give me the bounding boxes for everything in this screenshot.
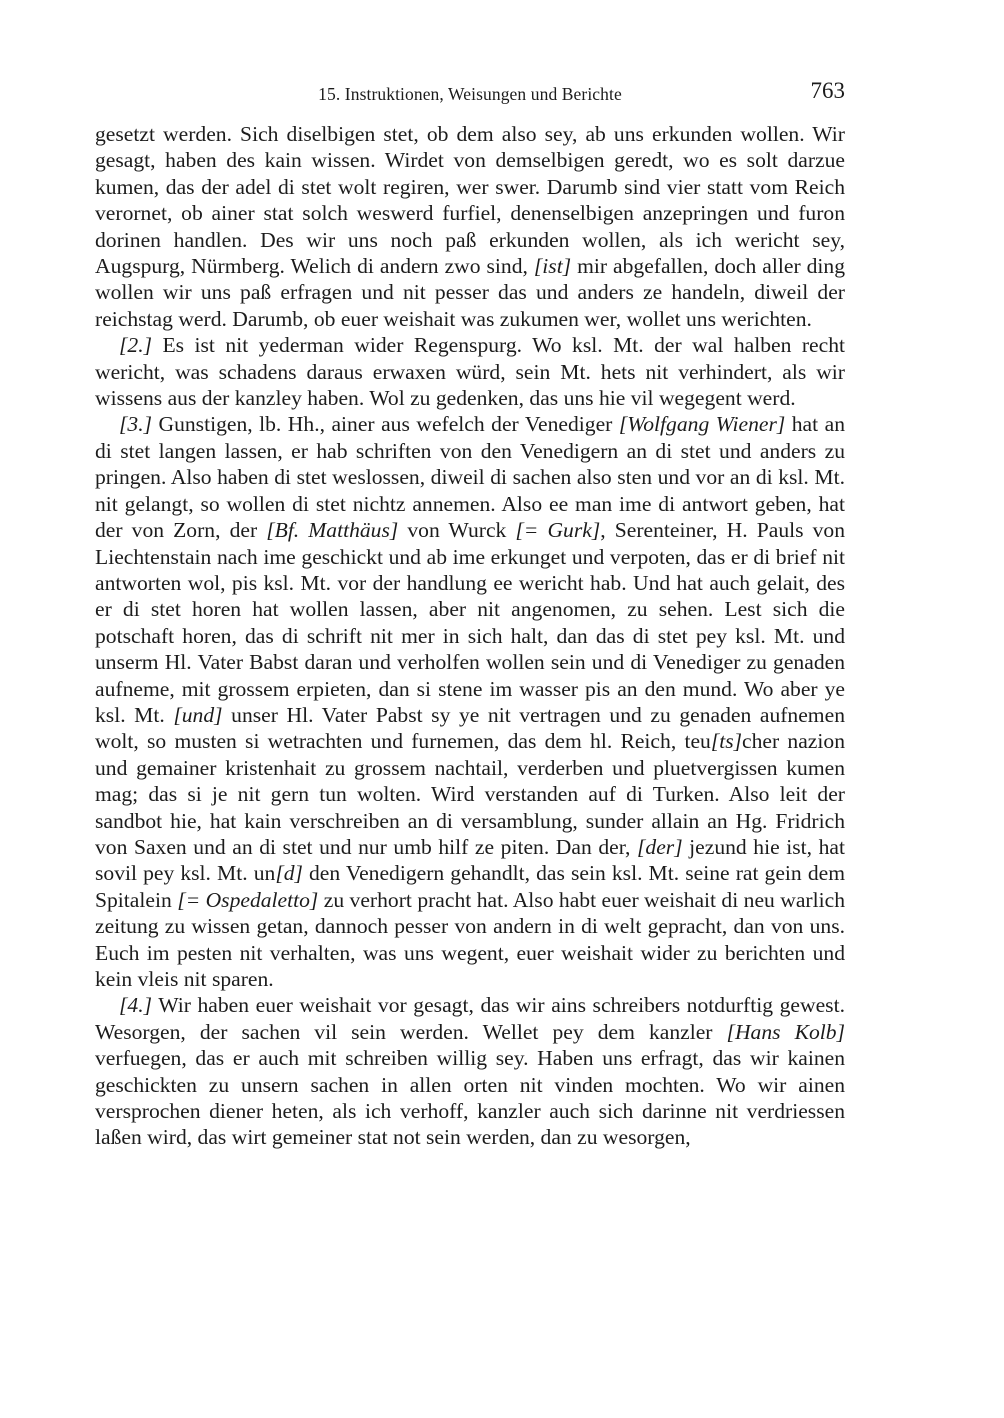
editorial-insertion: [= Ospedaletto] xyxy=(177,887,319,912)
text-segment: zu verhort pracht hat. Also habt euer weishait di neu warlich zeitung zu wissen getan, dannoch pesser von andern in di welt gepracht, dan von uns. Euch im pesten nit verhalten, was uns wegent, euer weishait wider zu berichten und kein vleis nit sparen. xyxy=(95,887,845,991)
body-text xyxy=(95,121,845,1151)
editorial-insertion: [= Gurk] xyxy=(515,518,601,543)
editorial-insertion: [ts] xyxy=(710,729,743,754)
text-segment: Gunstigen, lb. Hh., ainer aus wefelch der Venediger xyxy=(152,412,619,437)
text-segment: mir abgefallen, doch aller ding wollen wir uns paß erfragen und nit pesser das und anders ze handeln, diweil der reichstag werd. Darumb, ob euer weishait was zukumen wer, wollet uns werichten. xyxy=(95,254,845,331)
text-segment: cher nazion und gemainer kristenhait zu grossem nachtail, verderben und pluetvergissen kumen mag; das si je nit gern tun wolten. Wird verstanden auf di Turken. Also leit der sandbot hie, hat kain verschreiben an di versamblung, sunder allain an Hg. Fridrich von Saxen und an di stet und nur umb hilf ze piten. Dan der, xyxy=(95,729,845,859)
editorial-insertion: [4.] xyxy=(119,993,153,1018)
running-title: 15. Instruktionen, Weisungen und Berichte xyxy=(318,84,622,104)
editorial-insertion: [Bf. Matthäus] xyxy=(266,518,399,543)
text-segment: verfuegen, das er auch mit schreiben willig sey. Haben uns erfragt, das wir kainen geschickten zu unsern sachen in allen orten nit vinden mochten. Wo wir ainen versprochen diener heten, als ich verhoff, kanzler auch sich darinne nit verdriessen laßen wird, das wirt gemeiner stat not sein werden, dan zu wesorgen, xyxy=(95,1046,845,1150)
editorial-insertion: [d] xyxy=(275,861,303,886)
text-segment: , Serenteiner, H. Pauls von Liechtenstain nach ime geschickt und ab ime erkunget und verpoten, das er di brief nit antworten wol, pis ksl. Mt. vor der handlung ee wericht hab. Und hat auch gelait, des er di stet horen hat wollen lassen, aber nit angenomen, zu sehen. Lest sich die potschaft horen, das di schrift nit mer in sich halt, dan das di stet pey ksl. Mt. und unserm Hl. Vater Babst daran und verholfen wollen sein und di Venediger zu genaden aufneme, mit grossem erpieten, dan si stene im wasser pis an den mund. Wo aber ye ksl. Mt. xyxy=(95,518,845,727)
text-segment: hat an di stet langen lassen, er hab schriften von den Venedigern an di stet und anders zu pringen. Also haben di stet weslossen, diweil di sachen also sten und vor an di ksl. Mt. nit gelangt, so wollen di stet nichtz annemen. Also ee man ime di antwort geben, hat der von Zorn, der xyxy=(95,412,845,543)
editorial-insertion: [Hans Kolb] xyxy=(726,1019,845,1044)
text-segment: gesetzt werden. Sich diselbigen stet, ob dem also sey, ab uns erkunden wollen. Wir gesagt, haben des kain wissen. Wirdet von demselbigen geredt, wo es solt darzue kumen, das der adel di stet wolt regiren, wer swer. Darumb sind vier statt vom Reich verornet, ob ainer stat solch weswerd furfiel, denenselbigen anzepringen und furon dorinen handlen. Des wir uns noch paß erkunden wollen, als ich wericht sey, Augspurg, Nürmberg. Welich di andern zwo sind, xyxy=(95,122,845,279)
text-segment: unser Hl. Vater Pabst sy ye nit vertragen und zu genaden aufnemen wolt, so musten si wetrachten und furnemen, das dem hl. Reich, teu xyxy=(95,702,845,754)
editorial-insertion: [2.] xyxy=(119,333,153,358)
document-page xyxy=(95,78,845,1151)
editorial-insertion: [3.] xyxy=(119,412,153,437)
editorial-insertion: [ist] xyxy=(533,254,572,279)
paragraph xyxy=(95,992,845,1150)
text-segment: jezund hie ist, hat sovil pey ksl. Mt. un xyxy=(95,834,845,886)
editorial-insertion: [der] xyxy=(637,834,683,859)
paragraph xyxy=(95,411,845,992)
editorial-insertion: [und] xyxy=(173,702,223,727)
page-number: 763 xyxy=(810,78,845,103)
editorial-insertion: [Wolfgang Wiener] xyxy=(618,412,786,437)
text-segment: Es ist nit yederman wider Regenspurg. Wo ksl. Mt. der wal halben recht wericht, was schadens daraus erwaxen würd, sein Mt. hets nit verhindert, als wir wissens aus der kanzley haben. Wol zu gedenken, das uns hie vil wegegent werd. xyxy=(95,333,845,411)
text-segment: von Wurck xyxy=(398,518,516,543)
text-segment: den Venedigern gehandlt, das sein ksl. Mt. seine rat gein dem Spitalein xyxy=(95,861,845,912)
running-head xyxy=(95,78,845,112)
paragraph xyxy=(95,332,845,411)
text-segment: Wir haben euer weishait vor gesagt, das wir ains schreibers notdurftig gewest. Wesorgen, der sachen vil sein werden. Wellet pey dem kanzler xyxy=(95,993,845,1044)
paragraph xyxy=(95,121,845,332)
